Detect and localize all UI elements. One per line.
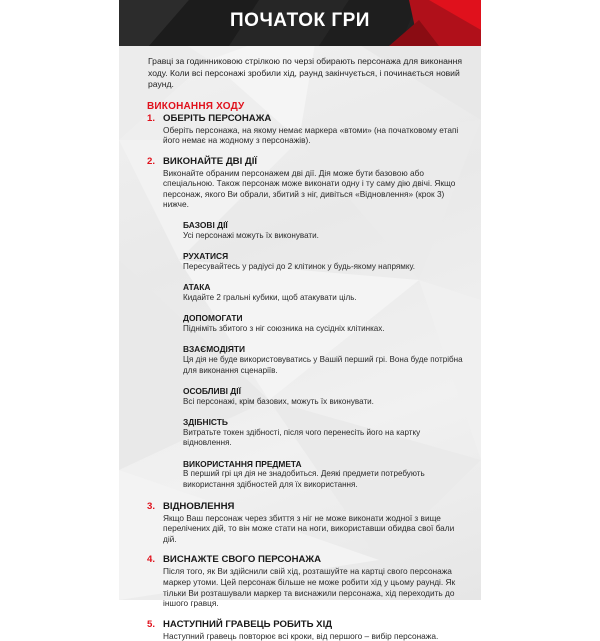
action-text: Витратьте токен здібності, після чого перенесіть його на картку відновлення. — [183, 427, 421, 448]
step-title: ВІДНОВЛЕННЯ — [163, 500, 235, 512]
action-text: Підніміть збитого з ніг союзника на сусідніх клітинках. — [183, 323, 385, 333]
action-text: Пересувайтесь у радіусі до 2 клітинок у будь-якому напрямку. — [183, 261, 415, 271]
action-attack — [183, 282, 467, 303]
action-move — [183, 251, 467, 272]
action-basic — [183, 220, 467, 241]
action-text: В перший грі ця дія не знадобиться. Деякі предмети потребують використання здібностей для їх використання. — [183, 469, 425, 489]
step-number: 4. — [147, 554, 156, 566]
section-heading: ВИКОНАННЯ ХОДУ — [147, 100, 245, 112]
action-text: Всі персонажі, крім базових, можуть їх виконувати. — [183, 396, 374, 406]
rules-content — [147, 56, 467, 641]
step-text: Виконайте обраним персонажем дві дії. Дія може бути базовою або спеціальною. Також персонаж може виконати одну і ту саму дію двічі. Якщо персонаж, якого Ви обрали, збитий з ніг, дивіться «Відновлення» (крок 3) нижче. — [163, 167, 456, 210]
rules-card — [119, 0, 481, 641]
action-use-item — [183, 459, 467, 491]
action-ability — [183, 417, 467, 449]
step-4 — [147, 554, 467, 608]
step-5 — [147, 619, 467, 641]
action-text: Кидайте 2 гральні кубики, щоб атакувати ціль. — [183, 292, 357, 302]
action-interact — [183, 344, 467, 376]
action-title: РУХАТИСЯ — [183, 251, 229, 262]
step-2 — [147, 156, 467, 210]
action-title: БАЗОВІ ДІЇ — [183, 220, 228, 231]
page-title: ПОЧАТОК ГРИ — [230, 10, 370, 31]
step-1 — [147, 113, 467, 146]
step-text: Після того, як Ви здійснили свій хід, розташуйте на картці свого персонажа маркер утоми. Цей персонаж більше не може робити хід у цьому раунді. Як тільки Ви розташували маркер та виснажили персонажа, хід переходить до іншого гравця. — [163, 566, 456, 609]
action-title: ВИКОРИСТАННЯ ПРЕДМЕТА — [183, 458, 302, 469]
action-title: ЗДІБНІСТЬ — [183, 417, 228, 428]
action-title: ОСОБЛИВІ ДІЇ — [183, 386, 241, 397]
step-number: 3. — [147, 500, 156, 512]
step-3 — [147, 501, 467, 545]
action-text: Усі персонажі можуть їх виконувати. — [183, 230, 319, 240]
action-title: ДОПОМОГАТИ — [183, 313, 243, 324]
step-number: 1. — [147, 112, 156, 124]
action-text: Ця дія не буде використовуватись у Вашій перший грі. Вона буде потрібна для виконання сценаріїв. — [183, 354, 463, 375]
step-number: 5. — [147, 618, 156, 630]
step-title: ВИСНАЖТЕ СВОГО ПЕРСОНАЖА — [163, 554, 322, 566]
intro-text: Гравці за годинниковою стрілкою по черзі обирають персонажа для виконання ходу. Коли всі персонажі зробили хід, раунд закінчується, і починається новий раунд. — [148, 56, 463, 89]
action-title: АТАКА — [183, 282, 211, 293]
action-help — [183, 313, 467, 334]
step-text: Якщо Ваш персонаж через збиття з ніг не може виконати жодної з вище перелічених дій, то він може стати на ноги, використавши обидва свої бали дій. — [163, 512, 455, 544]
action-special — [183, 386, 467, 407]
step-text: Наступний гравець повторює всі кроки, від першого – вибір персонажа. — [163, 630, 439, 641]
step-text: Оберіть персонажа, на якому немає маркера «втоми» (на початковому етапі його немає на жодному з персонажів). — [163, 124, 459, 146]
step-title: ОБЕРІТЬ ПЕРСОНАЖА — [163, 112, 272, 124]
action-title: ВЗАЄМОДІЯТИ — [183, 344, 246, 355]
header-banner — [119, 0, 481, 46]
step-title: ВИКОНАЙТЕ ДВІ ДІЇ — [163, 155, 258, 167]
step-title: НАСТУПНИЙ ГРАВЕЦЬ РОБИТЬ ХІД — [163, 618, 333, 630]
step-number: 2. — [147, 155, 156, 167]
